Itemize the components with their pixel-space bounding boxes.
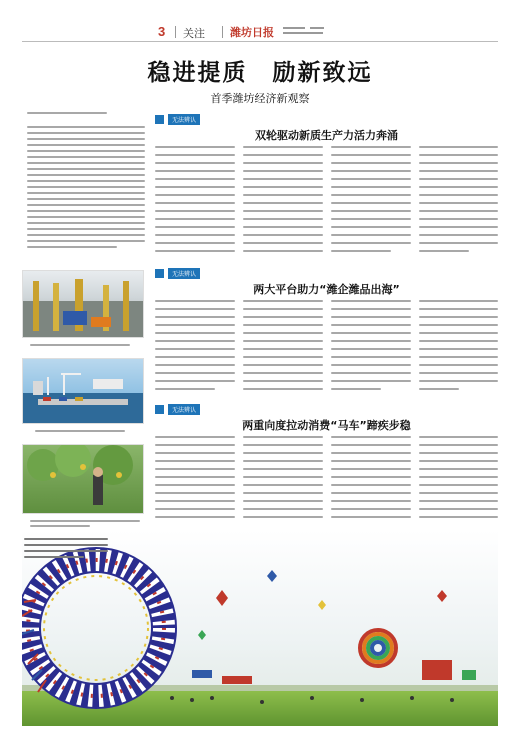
- photo-caption: [30, 525, 90, 527]
- kite-caption: [24, 538, 108, 568]
- section-1-body: [155, 144, 498, 262]
- photo-factory: [22, 270, 144, 338]
- sub-headline: 首季潍坊经济新观察: [210, 92, 310, 105]
- header-rule: [22, 41, 498, 42]
- section-3-tag: [155, 404, 200, 415]
- photo-caption: [30, 344, 130, 346]
- section-1-tag: [155, 114, 200, 125]
- photo-caption: [30, 520, 140, 522]
- section-label: 关注: [183, 27, 205, 40]
- section-marker: [155, 405, 164, 414]
- section-marker: [155, 115, 164, 124]
- section-2-body: [155, 298, 498, 396]
- photo-orchard: [22, 444, 144, 514]
- section-2-tag: [155, 268, 200, 279]
- header-meta-line: [310, 27, 324, 29]
- section-1-title: 双轮驱动新质生产力活力奔涌: [255, 129, 398, 142]
- page-number: 3: [158, 24, 166, 39]
- section-2-title: 两大平台助力“潍企潍品出海”: [253, 283, 400, 296]
- section-3-title: 两重向度拉动消费“马车”蹄疾步稳: [242, 419, 411, 432]
- section-marker: [155, 269, 164, 278]
- header-divider: [175, 26, 176, 38]
- photo-caption: [35, 430, 125, 432]
- header-meta-line: [283, 32, 323, 34]
- section-2-tag-text: 无法辨认: [168, 268, 200, 279]
- header-divider: [222, 26, 223, 38]
- lead-article: [27, 112, 147, 262]
- header-meta-line: [283, 27, 305, 29]
- section-3-tag-text: 无法辨认: [168, 404, 200, 415]
- photo-port: [22, 358, 144, 424]
- section-3-body: [155, 434, 498, 530]
- main-headline: 稳进提质 励新致远: [147, 59, 373, 86]
- section-1-tag-text: 无法辨认: [168, 114, 200, 125]
- newspaper-logo: 潍坊日报: [230, 26, 274, 39]
